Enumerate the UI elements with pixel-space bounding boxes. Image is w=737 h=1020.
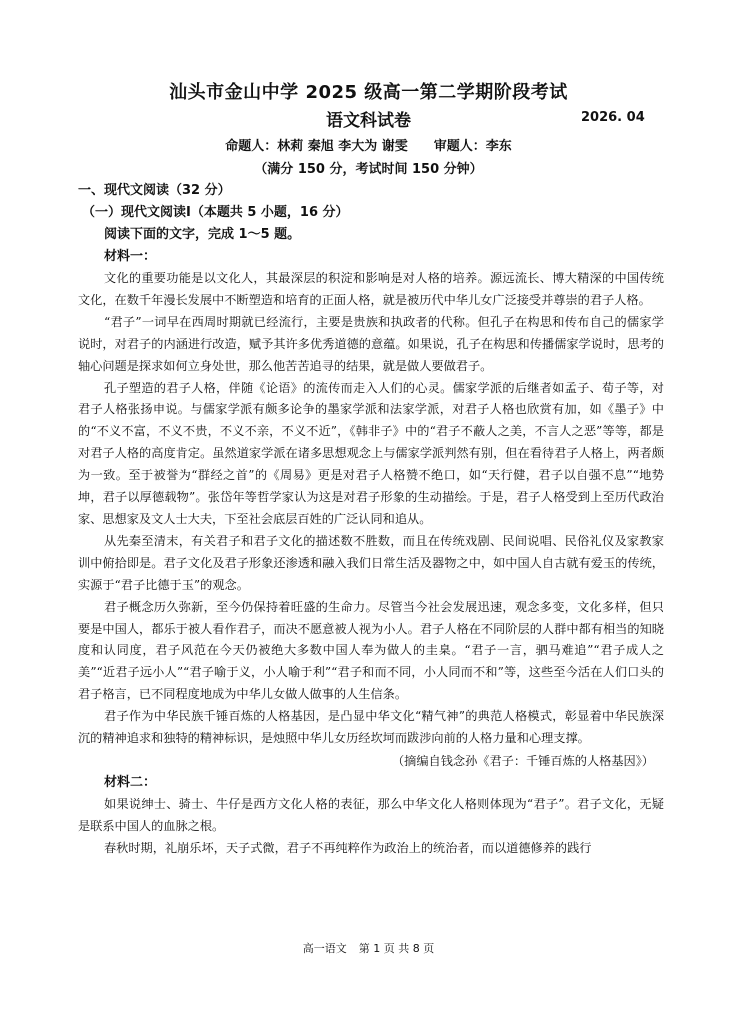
footer-course: 高一语文 (302, 942, 347, 955)
reviewer: 审题人：李东 (433, 139, 512, 154)
instruction: 阅读下面的文字，完成 1～5 题。 (104, 227, 301, 242)
material1-source: （摘编自钱念孙《君子：千锤百炼的人格基因》） (391, 753, 654, 768)
exam-subtitle: 语文科试卷 (326, 111, 411, 131)
paragraph: 孔子塑造的君子人格，伴随《论语》的流传而走入人们的心灵。儒家学派的后继者如孟子、荀子等，对君子人格张扬申说。与儒家学派有颇多论争的墨家学派和法家学派，对君子人格也欣赏有加，如《墨子》中的“不义不富，不义不贵，不义不亲，不义不近”，《韩非子》中的“君子不蔽人之美，不言人之恶”等等，都是对君子人格的高度肯定。虽然道家学派在诸多思想观念上与儒家学派判然有别，但在看待君子人格上，两者颇为一致。至于被誉为“群经之首”的《周易》更是对君子人格赞不绝口，如“天行健，君子以自强不息”“地势坤，君子以厚德载物”。张岱年等哲学家认为这是对君子形象的生动描绘。于是，君子人格受到上至历代政治家、思想家及文人士大夫，下至社会底层百姓的广泛认同和追从。 (78, 380, 664, 526)
material1-label: 材料一： (104, 249, 157, 264)
exam-content (78, 180, 664, 860)
score-time: （满分 150 分，考试时间 150 分钟） (254, 162, 483, 177)
paragraph: 君子作为中华民族千锤百炼的人格基因，是凸显中华文化“精气神”的典范人格模式，彰显着中华民族深沉的精神追求和独特的精神标识，是烛照中华儿女历经坎坷而跋涉向前的人格力量和心理支撑。 (78, 709, 664, 746)
paragraph: 春秋时期，礼崩乐坏，天子式微，君子不再纯粹作为政治上的统治者，而以道德修养的践行 (104, 840, 592, 855)
paragraph: 如果说绅士、骑士、牛仔是西方文化人格的表征，那么中华文化人格则体现为“君子”。君子文化，无疑是联系中国人的血脉之根。 (78, 796, 664, 833)
paragraph: 从先秦至清末，有关君子和君子文化的描述数不胜数，而且在传统戏剧、民间说唱、民俗礼仪及家教家训中俯拾即是。君子文化及君子形象还渗透和融入我们日常生活及器物之中，如中国人自古就有爱玉的传统，实源于“君子比德于玉”的观念。 (78, 533, 664, 592)
subsection-title: （一）现代文阅读Ⅰ（本题共 5 小题，16 分） (82, 205, 349, 220)
page-number: 第 1 页 共 8 页 (358, 942, 435, 955)
setters-line (0, 135, 737, 154)
paragraph: “君子”一词早在西周时期就已经流行，主要是贵族和执政者的代称。但孔子在构思和传布自己的儒家学说时，对君子的内涵进行改造，赋予其许多优秀道德的意蕴。如果说，孔子在构思和传播儒家学说时，思考的轴心问题是探求如何立身处世，那么他苦苦追寻的结果，就是做人要做君子。 (78, 314, 664, 373)
material2-label: 材料二： (104, 774, 157, 790)
section-title: 一、现代文阅读（32 分） (78, 183, 231, 198)
page-footer (0, 940, 737, 956)
paragraph: 君子概念历久弥新，至今仍保持着旺盛的生命力。尽管当今社会发展迅速，观念多变，文化多样，但只要是中国人，都乐于被人看作君子，而决不愿意被人视为小人。君子人格在不同阶层的人群中都有相当的知晓度和认同度，君子风范在今天仍被绝大多数中国人奉为做人的圭臬。“君子一言，驷马难追”“君子成人之美”“近君子远小人”“君子喻于义，小人喻于利”“君子和而不同，小人同而不和”等，这些至今活在人们口头的君子格言，已不同程度地成为中华儿女做人做事的人生信条。 (78, 599, 664, 702)
paragraph: 文化的重要功能是以文化人，其最深层的积淀和影响是对人格的培养。源远流长、博大精深的中国传统文化，在数千年漫长发展中不断塑造和培育的正面人格，就是被历代中华儿女广泛接受并尊崇的君子人格。 (78, 271, 664, 307)
exam-date: 2026. 04 (581, 110, 645, 125)
setters: 命题人：林莉 秦旭 李大为 谢雯 (225, 139, 408, 154)
exam-title: 汕头市金山中学 2025 级高一第二学期阶段考试 (169, 82, 568, 103)
